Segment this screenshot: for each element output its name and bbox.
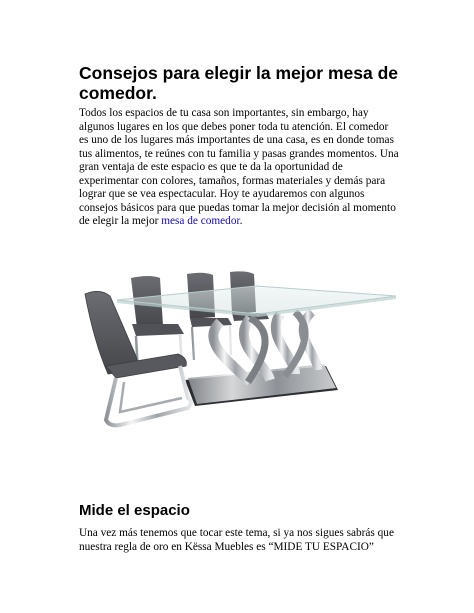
article-title: Consejos para elegir la mejor mesa de comedor. [79, 63, 399, 103]
section-paragraph: Una vez más tenemos que tocar este tema, si ya nos sigues sabrás que nuestra regla de oro en Këssa Muebles es “MIDE TU ESPACIO” [79, 527, 394, 553]
dining-table-link[interactable]: mesa de comedor [161, 215, 240, 227]
intro-text: Todos los espacios de tu casa son importantes, sin embargo, hay algunos lugares en los que debes poner toda tu atención. El comedor es uno de los lugares más importantes de una casa, es en donde tomas tus alimentos, te reúnes con tu familia y pasas grandes momentos. Una gran ventaja de este espacio es que te da la oportunidad de experimentar con colores, tamaños, formas materiales y demás para lograr que se vea espectacular. Hoy te ayudaremos con algunos consejos básicos para que puedas tomar la mejor decisión al momento de elegir la mejor [79, 107, 399, 227]
back-chair-middle [187, 273, 232, 360]
dining-set-photo [80, 262, 400, 452]
intro-end: . [239, 215, 243, 227]
section-title: Mide el espacio [79, 502, 190, 519]
intro-paragraph [79, 107, 399, 229]
